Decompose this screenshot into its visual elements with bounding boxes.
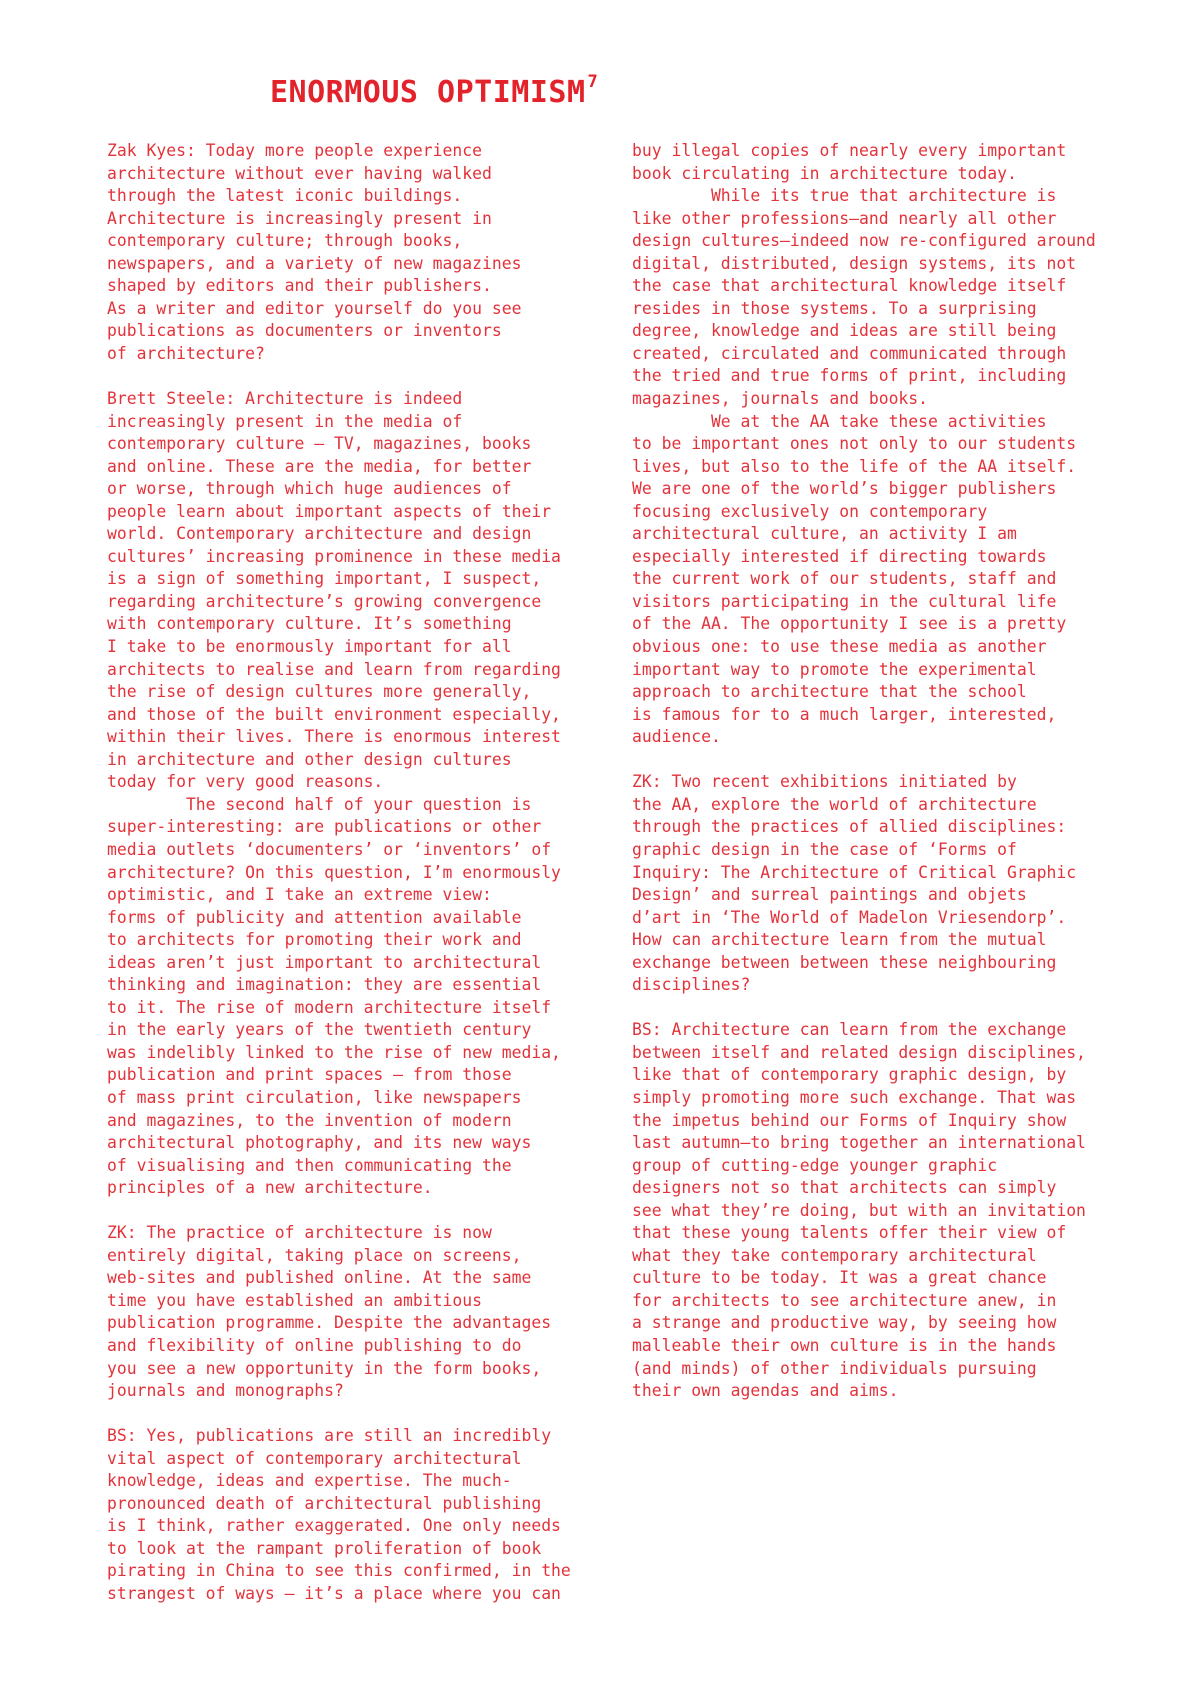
right-column-line: last autumn—to bring together an international <box>632 1133 1086 1153</box>
left-column-line: architecture? On this question, I’m enormously <box>107 862 561 882</box>
right-column-line: magazines, journals and books. <box>632 389 929 409</box>
right-column-line: for architects to see architecture anew, in <box>632 1290 1057 1310</box>
right-column-line: that these young talents offer their view of <box>632 1223 1067 1243</box>
left-column-line: principles of a new architecture. <box>107 1178 433 1198</box>
right-column-line: disciplines? <box>632 975 751 995</box>
right-column-line: We are one of the world’s bigger publishers <box>632 479 1057 499</box>
right-column-line: simply promoting more such exchange. That was <box>632 1087 1077 1107</box>
right-column-line <box>632 997 1096 1020</box>
left-column-line: is a sign of something important, I suspect, <box>107 569 542 589</box>
right-column-line: what they take contemporary architectural <box>632 1245 1037 1265</box>
left-column-line: increasingly present in the media of <box>107 411 463 431</box>
right-column-line: focusing exclusively on contemporary <box>632 501 988 521</box>
left-column <box>107 140 571 1606</box>
article-title-text: ENORMOUS OPTIMISM <box>270 75 586 110</box>
right-column-line: degree, knowledge and ideas are still being <box>632 321 1057 341</box>
right-column-line: While its true that architecture is <box>632 186 1057 206</box>
left-column-line: web-sites and published online. At the same <box>107 1268 532 1288</box>
right-column-line: designers not so that architects can simply <box>632 1178 1057 1198</box>
left-column-line: ideas aren’t just important to architectural <box>107 952 542 972</box>
left-column-line: Brett Steele: Architecture is indeed <box>107 389 463 409</box>
left-column-line: was indelibly linked to the rise of new media, <box>107 1042 561 1062</box>
right-column-line: the AA, explore the world of architecture <box>632 794 1037 814</box>
left-column-line: media outlets ‘documenters’ or ‘inventors’ of <box>107 839 552 859</box>
right-column-line: the impetus behind our Forms of Inquiry show <box>632 1110 1067 1130</box>
left-column-line: I take to be enormously important for all <box>107 637 512 657</box>
right-column-line: lives, but also to the life of the AA itself. <box>632 456 1077 476</box>
right-column-line: Inquiry: The Architecture of Critical Graphic <box>632 862 1077 882</box>
left-column-line: with contemporary culture. It’s something <box>107 614 512 634</box>
left-column-line: journals and monographs? <box>107 1381 344 1401</box>
left-column-line: knowledge, ideas and expertise. The much- <box>107 1471 512 1491</box>
right-column-line: BS: Architecture can learn from the exchange <box>632 1020 1067 1040</box>
left-column-line: and online. These are the media, for better <box>107 456 532 476</box>
left-column-line: strangest of ways – it’s a place where you can <box>107 1584 561 1603</box>
left-column-line: Zak Kyes: Today more people experience <box>107 141 482 160</box>
right-column-line: design cultures—indeed now re-configured around <box>632 231 1096 251</box>
right-column-line: is famous for to a much larger, interested, <box>632 704 1057 724</box>
article-title <box>270 66 598 113</box>
right-column-line: architectural culture, an activity I am <box>632 524 1017 544</box>
left-column-line <box>107 365 571 388</box>
left-column-line: architectural photography, and its new ways <box>107 1133 532 1153</box>
right-column-line: between itself and related design disciplines, <box>632 1042 1086 1062</box>
right-column-line: buy illegal copies of nearly every important <box>632 141 1067 160</box>
right-column-line: important way to promote the experimental <box>632 659 1037 679</box>
left-column-line: within their lives. There is enormous interest <box>107 727 561 747</box>
left-column-line: publications as documenters or inventors <box>107 321 502 341</box>
left-column-line <box>107 1403 571 1426</box>
left-column-line: cultures’ increasing prominence in these media <box>107 546 561 566</box>
left-column-line: shaped by editors and their publishers. <box>107 276 492 296</box>
left-column-line: of architecture? <box>107 343 265 363</box>
right-column-line: like that of contemporary graphic design, by <box>632 1065 1067 1085</box>
footnote-marker: 7 <box>587 72 599 92</box>
left-column-line: you see a new opportunity in the form books, <box>107 1358 542 1378</box>
right-column-line: the case that architectural knowledge itself <box>632 276 1067 296</box>
right-column-line: (and minds) of other individuals pursuing <box>632 1358 1037 1378</box>
left-column-line: ZK: The practice of architecture is now <box>107 1223 492 1243</box>
right-column-line: How can architecture learn from the mutual <box>632 930 1047 950</box>
left-column-line: of mass print circulation, like newspapers <box>107 1087 522 1107</box>
left-column-line: entirely digital, taking place on screens, <box>107 1245 522 1265</box>
left-column-line: people learn about important aspects of their <box>107 501 552 521</box>
right-column-line: malleable their own culture is in the hands <box>632 1335 1057 1355</box>
left-column-line: to look at the rampant proliferation of book <box>107 1538 542 1558</box>
left-column-line: time you have established an ambitious <box>107 1290 482 1310</box>
right-column-line: audience. <box>632 727 721 747</box>
left-column-line: and magazines, to the invention of modern <box>107 1110 512 1130</box>
right-column-line: graphic design in the case of ‘Forms of <box>632 839 1017 859</box>
left-column-line: in the early years of the twentieth century <box>107 1020 532 1040</box>
right-column-line: a strange and productive way, by seeing how <box>632 1313 1057 1333</box>
right-column-line: their own agendas and aims. <box>632 1381 899 1401</box>
left-column-line: pronounced death of architectural publishing <box>107 1493 542 1513</box>
right-column-line: approach to architecture that the school <box>632 682 1027 702</box>
right-column-line: the tried and true forms of print, including <box>632 366 1067 386</box>
left-column-line: architects to realise and learn from regarding <box>107 659 561 679</box>
left-column-line: super-interesting: are publications or other <box>107 817 542 837</box>
right-column-line: to be important ones not only to our students <box>632 434 1077 454</box>
left-column-line: contemporary culture – TV, magazines, books <box>107 434 532 454</box>
right-column-line: resides in those systems. To a surprising <box>632 298 1037 318</box>
right-column-line: d’art in ‘The World of Madelon Vriesendorp’. <box>632 907 1067 927</box>
left-column-line: BS: Yes, publications are still an incredibly <box>107 1426 552 1446</box>
left-column-line: publication programme. Despite the advantages <box>107 1313 552 1333</box>
right-column-line: culture to be today. It was a great chance <box>632 1268 1047 1288</box>
left-column-line: vital aspect of contemporary architectural <box>107 1448 522 1468</box>
left-column-line: pirating in China to see this confirmed, in the <box>107 1561 571 1581</box>
right-column-line: created, circulated and communicated through <box>632 343 1067 363</box>
left-column-line: the rise of design cultures more generally, <box>107 682 532 702</box>
left-column-line: regarding architecture’s growing convergence <box>107 591 542 611</box>
right-column-line: book circulating in architecture today. <box>632 163 1017 183</box>
right-column-line: Design’ and surreal paintings and objets <box>632 885 1027 905</box>
left-column-line: publication and print spaces – from those <box>107 1065 512 1085</box>
left-column-line: The second half of your question is <box>107 794 532 814</box>
right-column-line: digital, distributed, design systems, its not <box>632 253 1077 273</box>
left-column-line: through the latest iconic buildings. <box>107 186 463 206</box>
left-column-line: optimistic, and I take an extreme view: <box>107 885 492 905</box>
right-column <box>632 140 1096 1403</box>
right-column-line: obvious one: to use these media as another <box>632 637 1047 657</box>
right-column-line: through the practices of allied disciplines: <box>632 817 1067 837</box>
right-column-line <box>632 749 1096 772</box>
left-column-line: to architects for promoting their work and <box>107 930 522 950</box>
right-column-line: like other professions—and nearly all other <box>632 208 1057 228</box>
left-column-line: to it. The rise of modern architecture itself <box>107 997 552 1017</box>
right-column-line: visitors participating in the cultural life <box>632 591 1057 611</box>
left-column-line: forms of publicity and attention available <box>107 907 522 927</box>
left-column-line: and flexibility of online publishing to do <box>107 1335 522 1355</box>
left-column-line: is I think, rather exaggerated. One only needs <box>107 1516 561 1536</box>
left-column-line: newspapers, and a variety of new magazines <box>107 253 522 273</box>
right-column-line: especially interested if directing towards <box>632 546 1047 566</box>
left-column-line: architecture without ever having walked <box>107 163 492 183</box>
left-column-line: in architecture and other design cultures <box>107 749 512 769</box>
right-column-line: group of cutting-edge younger graphic <box>632 1155 998 1175</box>
right-column-line: exchange between between these neighbouring <box>632 952 1057 972</box>
right-column-line: see what they’re doing, but with an invitation <box>632 1200 1086 1220</box>
right-column-line: the current work of our students, staff and <box>632 569 1057 589</box>
right-column-line: of the AA. The opportunity I see is a pretty <box>632 614 1067 634</box>
left-column-line: As a writer and editor yourself do you see <box>107 298 522 318</box>
left-column-line: today for very good reasons. <box>107 772 384 792</box>
left-column-line: thinking and imagination: they are essential <box>107 975 542 995</box>
right-column-line: ZK: Two recent exhibitions initiated by <box>632 772 1017 792</box>
left-column-line: contemporary culture; through books, <box>107 231 463 251</box>
left-column-line: of visualising and then communicating the <box>107 1155 512 1175</box>
right-column-line: We at the AA take these activities <box>632 411 1047 431</box>
left-column-line: or worse, through which huge audiences of <box>107 479 512 499</box>
left-column-line: and those of the built environment especially, <box>107 704 561 724</box>
left-column-line: Architecture is increasingly present in <box>107 208 492 228</box>
left-column-line: world. Contemporary architecture and design <box>107 524 532 544</box>
left-column-line <box>107 1200 571 1223</box>
